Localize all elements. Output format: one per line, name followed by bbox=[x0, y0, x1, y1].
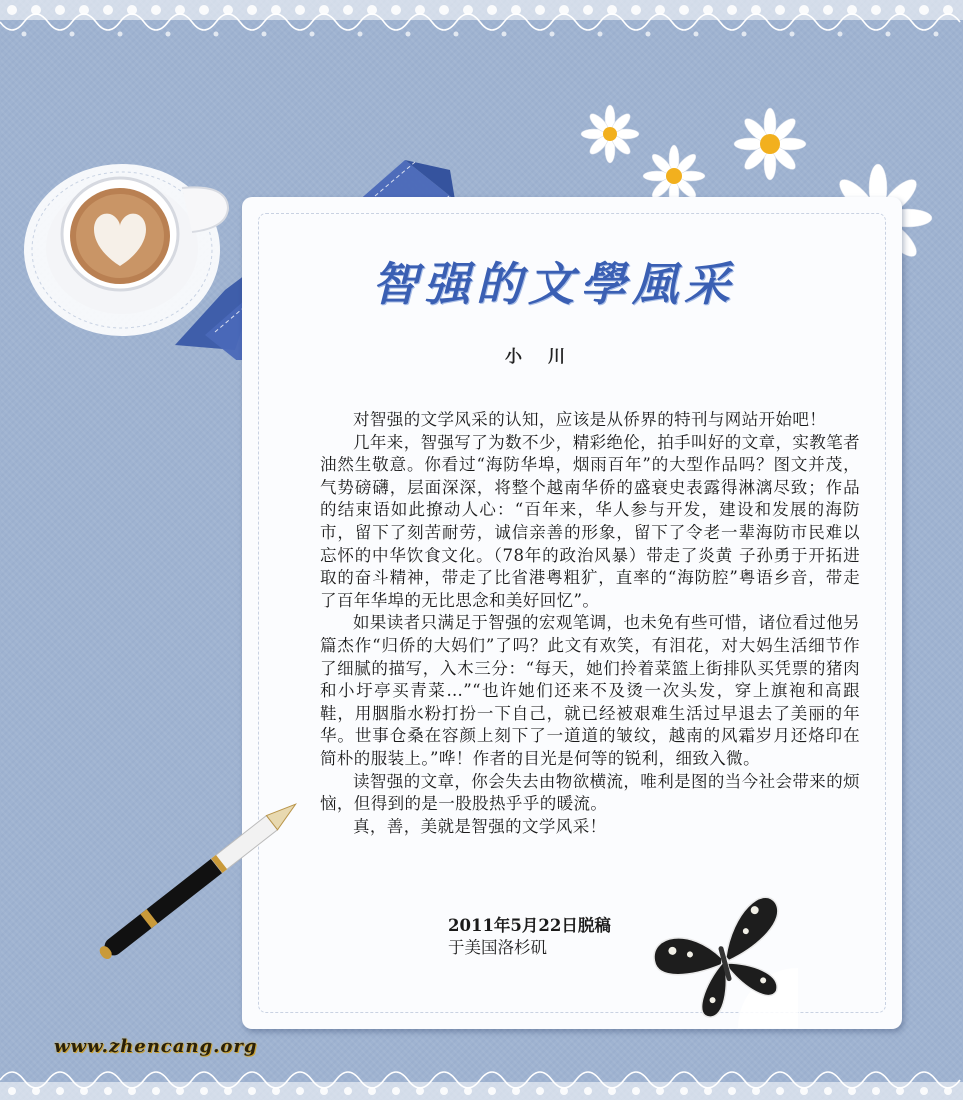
fountain-pen-image bbox=[70, 770, 340, 980]
signature-date: 2011年5月22日脱稿 bbox=[448, 916, 611, 935]
author-name: 小 川 bbox=[505, 347, 575, 367]
bottom-lace-border bbox=[0, 1060, 963, 1100]
paragraph: 如果读者只满足于智强的宏观笔调，也未免有些可惜，诸位看过他另篇杰作“归侨的大妈们”了吗？此文有欢笑，有泪花，对大妈生活细节作了细腻的描写，入木三分：“每天，她们拎着菜篮上街排队买凭票的猪肉和小圩亭买青菜…”“也许她们还来不及烫一次头发，穿上旗袍和高跟鞋，用胭脂水粉打扮一下自己，就已经被艰难生活过早退去了美丽的年华。世事仓桑在容颜上刻下了一道道的皱纹，越南的风霜岁月还烙印在简朴的服装上。”哗！作者的目光是何等的锐利，细致入微。 bbox=[320, 613, 860, 768]
top-lace-border bbox=[0, 0, 963, 46]
page-title: 智强的文學風采 bbox=[372, 257, 736, 311]
website-watermark: www.zhencang.org bbox=[54, 1036, 258, 1057]
butterfly-image bbox=[648, 888, 798, 1028]
paragraph: 对智强的文学风采的认知，应该是从侨界的特刊与网站开始吧！ bbox=[353, 410, 827, 429]
paragraph: 真，善，美就是智强的文学风采！ bbox=[353, 816, 607, 836]
signature-block bbox=[448, 915, 648, 959]
article-body bbox=[320, 409, 860, 838]
signature-place: 于美国洛杉矶 bbox=[448, 938, 547, 957]
paragraph: 读智强的文章，你会失去由物欲横流，唯利是图的当今社会带来的烦恼，但得到的是一股股热乎乎的暖流。 bbox=[320, 771, 860, 814]
paragraph: 几年来，智强写了为数不少，精彩绝伦，拍手叫好的文章，实教笔者油然生敬意。你看过“海防华埠，烟雨百年”的大型作品吗？图文并茂，气势磅礴，层面深深，将整个越南华侨的盛衰史表露得淋漓尽致；作品的结束语如此撩动人心：“百年来，华人参与开发，建设和发展的海防市，留下了刻苦耐劳，诚信亲善的形象，留下了令老一辈海防市民难以忘怀的中华饮食文化。（78年的政治风暴）带走了炎黄 子孙勇于开拓进取的奋斗精神，带走了比省港粤粗犷，直率的“海防腔”粤语乡音，带走了百年华埠的无比思念和美好回忆”。 bbox=[320, 432, 860, 610]
